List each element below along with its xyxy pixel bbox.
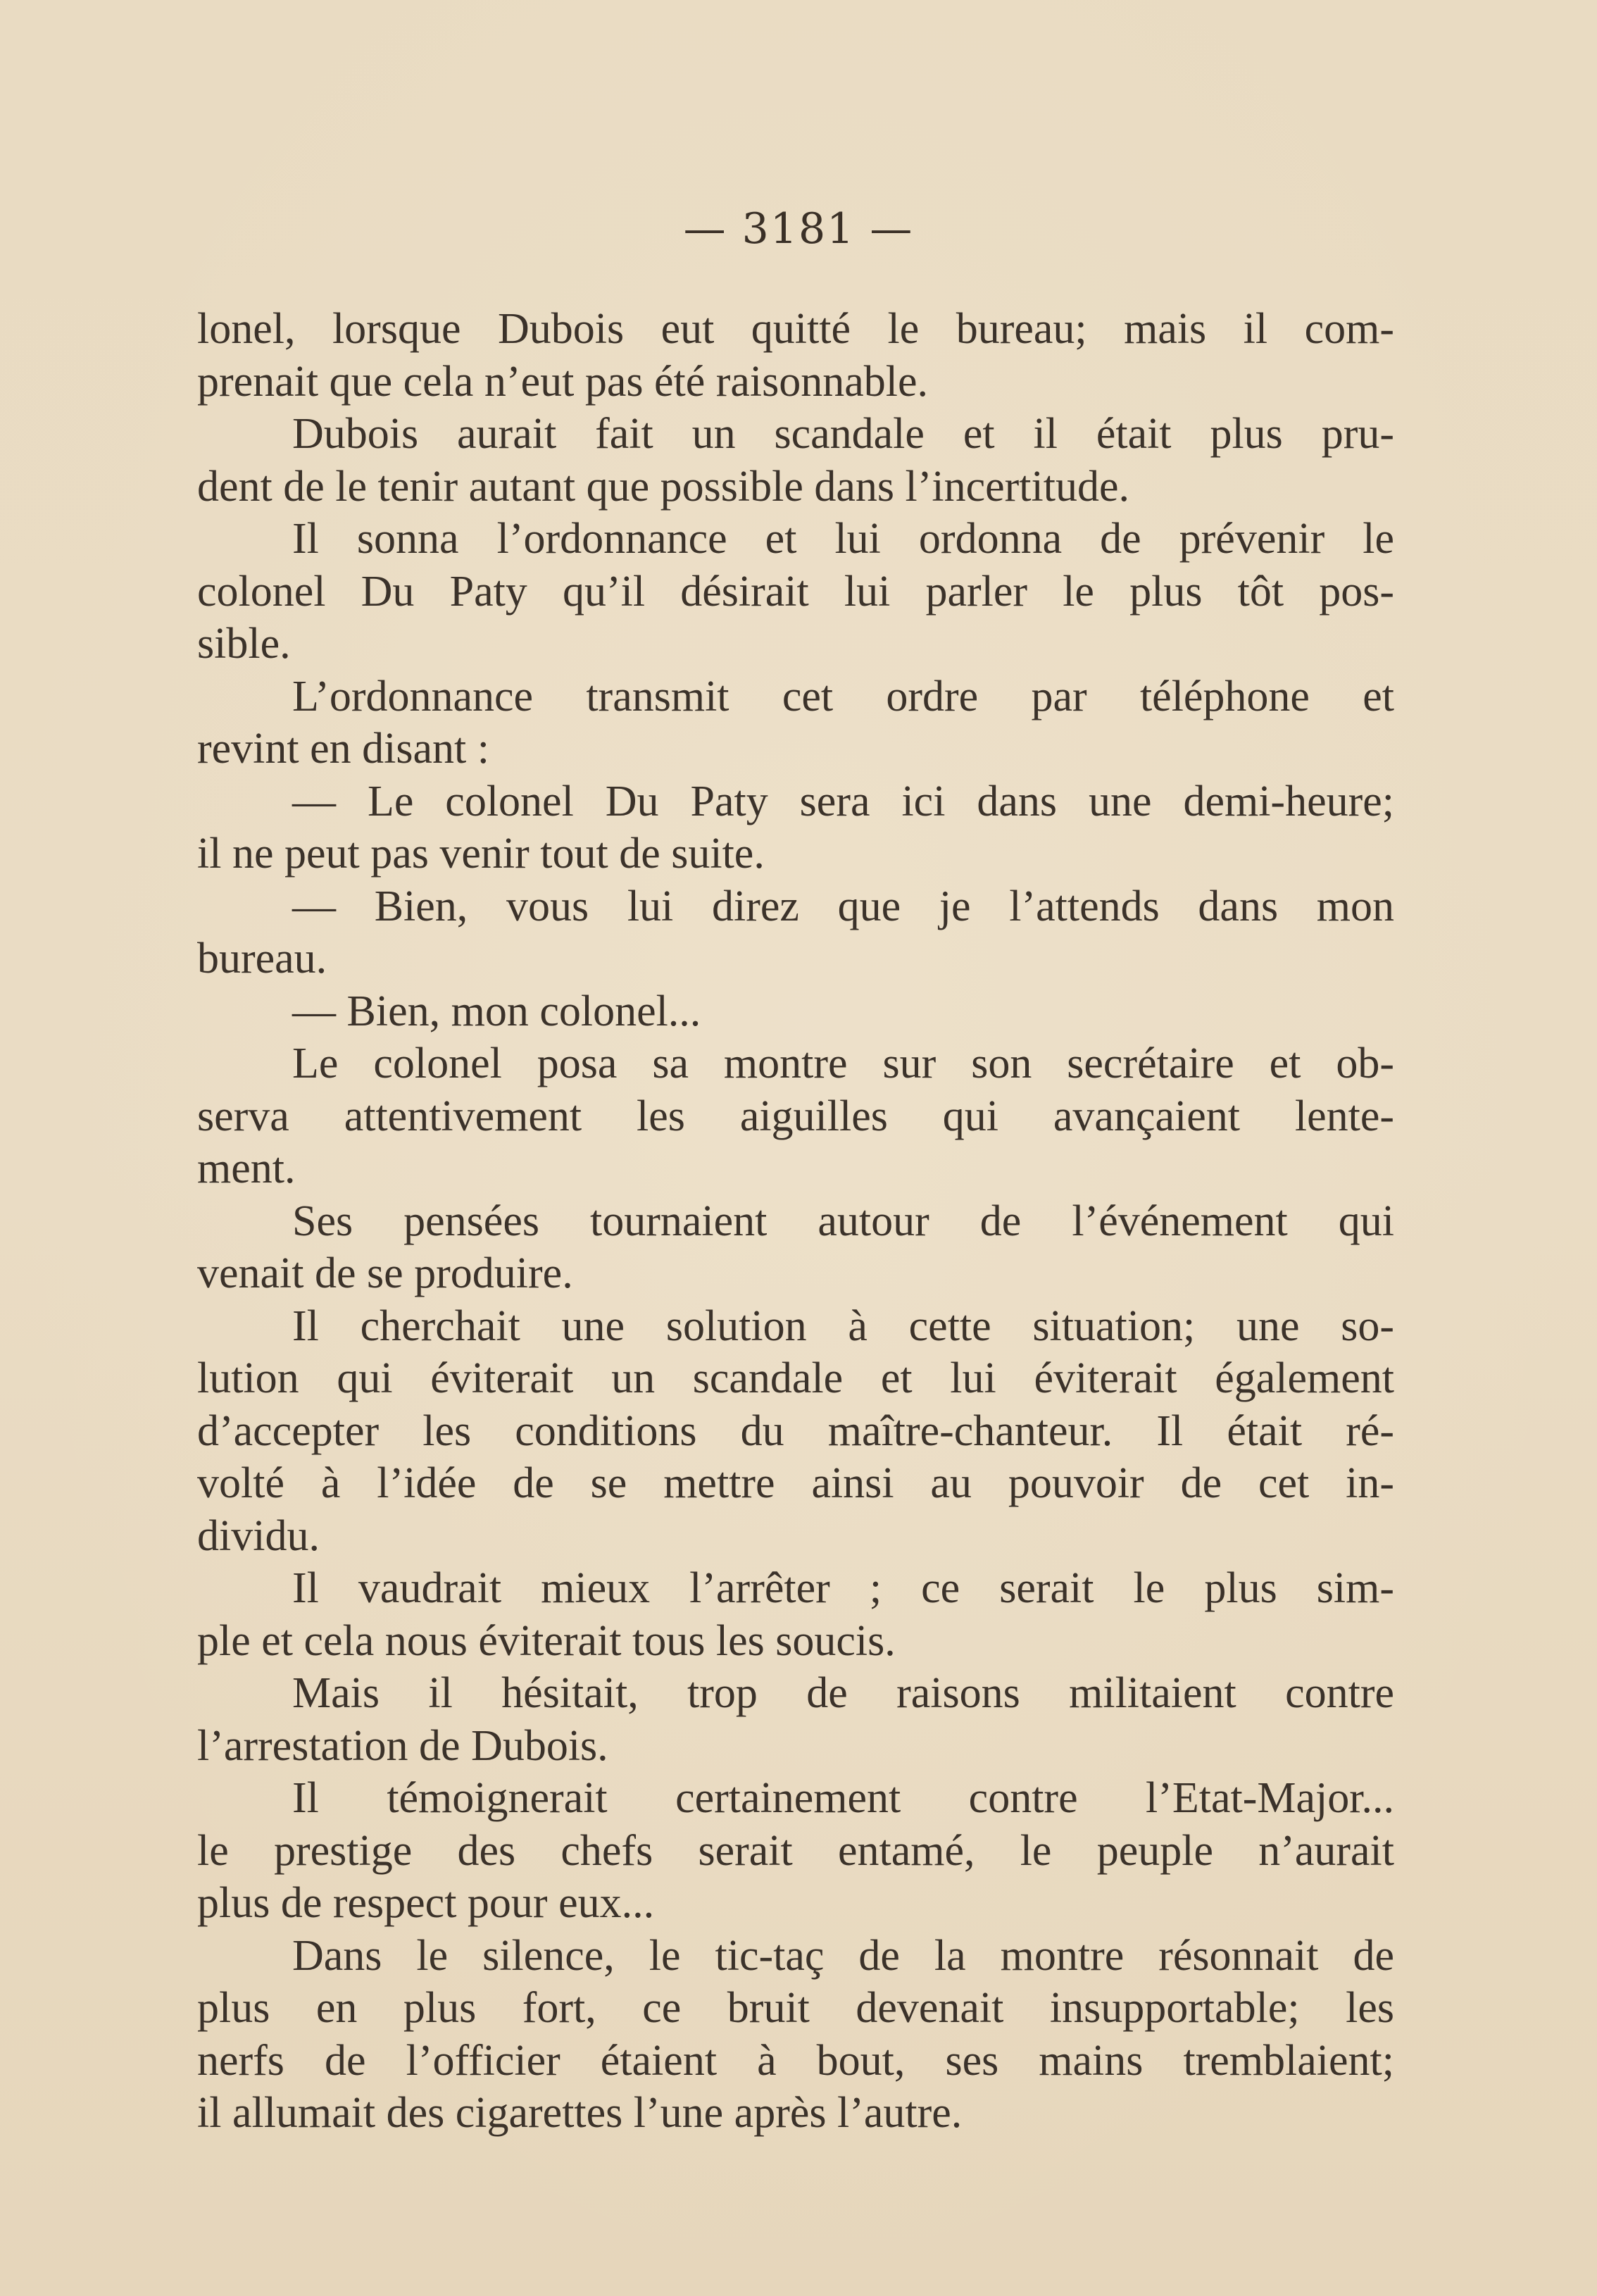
text-line: d’accepter les conditions du maître-chanteur. Il était ré- xyxy=(197,1406,1394,1455)
text-line: venait de se produire. xyxy=(197,1249,573,1297)
text-line: serva attentivement les aiguilles qui avançaient lente- xyxy=(197,1092,1394,1140)
text-line: ment. xyxy=(197,1144,296,1192)
text-line: sible. xyxy=(197,620,291,668)
text-line: Ses pensées tournaient autour de l’événement qui xyxy=(292,1197,1394,1245)
text-line: revint en disant : xyxy=(197,725,489,773)
text-line: lonel, lorsque Dubois eut quitté le bureau; mais il com- xyxy=(197,305,1394,353)
text-line: volté à l’idée de se mettre ainsi au pouvoir de cet in- xyxy=(197,1459,1394,1507)
text-line: dent de le tenir autant que possible dans l’incertitude. xyxy=(197,462,1129,511)
text-line: Il cherchait une solution à cette situation; une so- xyxy=(292,1302,1394,1350)
text-line: Dans le silence, le tic-taç de la montre résonnait de xyxy=(292,1931,1394,1980)
text-line: Le colonel posa sa montre sur son secrétaire et ob- xyxy=(292,1040,1394,1087)
text-line: il allumait des cigarettes l’une après l’autre. xyxy=(197,2089,963,2137)
text-line: ple et cela nous éviterait tous les soucis. xyxy=(197,1616,896,1665)
text-line: bureau. xyxy=(197,935,327,982)
text-line: Il vaudrait mieux l’arrêter ; ce serait le plus sim- xyxy=(292,1564,1394,1612)
text-line: lution qui éviterait un scandale et lui éviterait également xyxy=(197,1354,1394,1402)
text-line: Il témoignerait certainement contre l’Etat-Major... xyxy=(292,1774,1394,1822)
text-line: il ne peut pas venir tout de suite. xyxy=(197,830,765,878)
text-line: L’ordonnance transmit cet ordre par téléphone et xyxy=(292,672,1394,720)
text-line: prenait que cela n’eut pas été raisonnable. xyxy=(197,357,929,406)
page-number: — 3181 — xyxy=(683,204,914,254)
text-line: — Bien, vous lui direz que je l’attends dans mon xyxy=(292,882,1394,930)
text-line: colonel Du Paty qu’il désirait lui parler le plus tôt pos- xyxy=(197,567,1394,616)
text-line: plus en plus fort, ce bruit devenait insupportable; les xyxy=(197,1984,1394,2032)
text-line: Mais il hésitait, trop de raisons militaient contre xyxy=(292,1669,1394,1717)
text-line: plus de respect pour eux... xyxy=(197,1879,655,1927)
text-line: le prestige des chefs serait entamé, le peuple n’aurait xyxy=(197,1826,1394,1875)
text-line: nerfs de l’officier étaient à bout, ses mains tremblaient; xyxy=(197,2036,1394,2085)
text-line: Il sonna l’ordonnance et lui ordonna de prévenir le xyxy=(292,515,1394,563)
text-line: — Bien, mon colonel... xyxy=(292,987,701,1035)
text-line: l’arrestation de Dubois. xyxy=(197,1721,608,1770)
text-line: dividu. xyxy=(197,1511,320,1560)
text-line: Dubois aurait fait un scandale et il était plus pru- xyxy=(292,410,1394,458)
body-text xyxy=(197,303,1394,2140)
text-line: — Le colonel Du Paty sera ici dans une demi-heure; xyxy=(292,777,1394,825)
